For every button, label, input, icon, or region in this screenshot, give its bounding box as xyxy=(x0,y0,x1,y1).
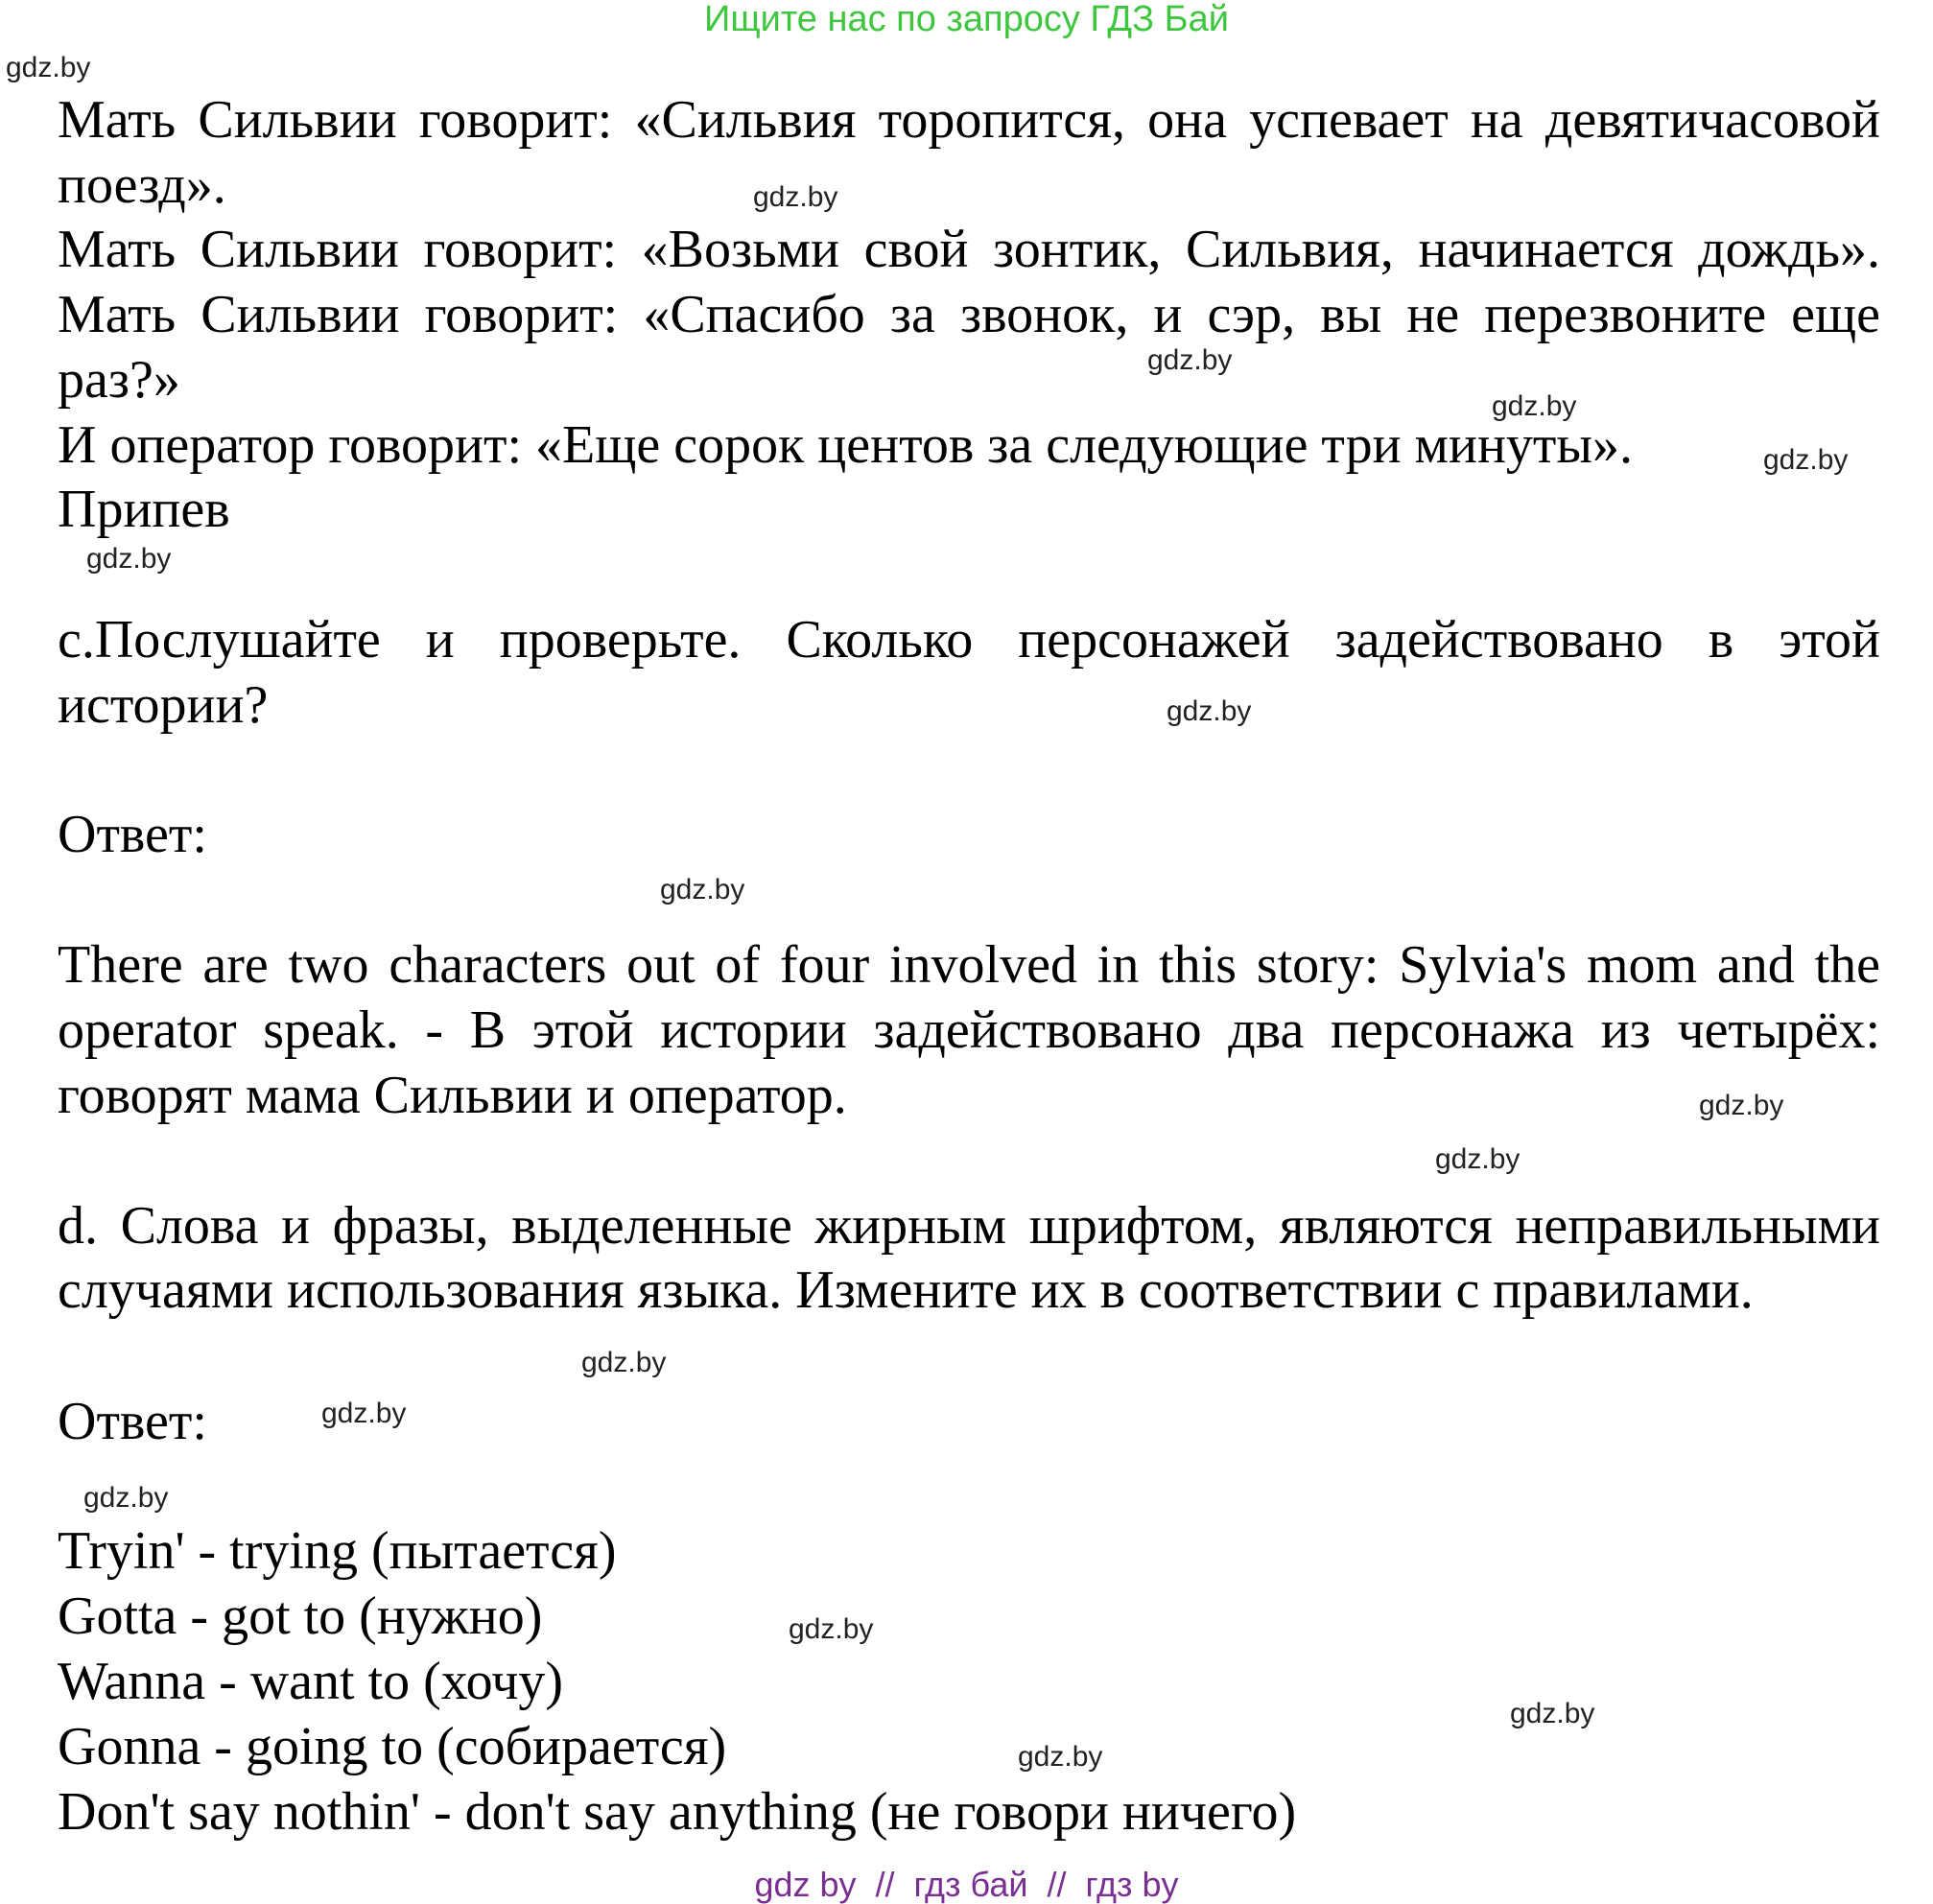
watermark: gdz.by xyxy=(86,543,172,575)
watermark: gdz.by xyxy=(1510,1698,1595,1729)
footer-links[interactable]: gdz by // гдз бай // гдз by xyxy=(754,1865,1179,1904)
text-line: Припев xyxy=(58,480,230,539)
watermark: gdz.by xyxy=(660,874,745,905)
watermark: gdz.by xyxy=(1492,390,1577,422)
answer-label: Ответ: xyxy=(58,805,207,864)
answer-text: говорят мама Сильвии и оператор. xyxy=(58,1066,847,1125)
watermark: gdz.by xyxy=(1167,695,1252,727)
answer-label: Ответ: xyxy=(58,1392,207,1451)
question-d: d. Слова и фразы, выделенные жирным шрифтом, являются неправильными xyxy=(58,1196,1880,1256)
watermark: gdz.by xyxy=(581,1347,667,1378)
question-c: c.Послушайте и проверьте. Сколько персонажей задействовано в этой xyxy=(58,610,1880,670)
text-line: Мать Сильвии говорит: «Возьми свой зонтик, Сильвия, начинается дождь». xyxy=(58,220,1880,279)
text-line: Мать Сильвии говорит: «Сильвия торопится, она успевает на девятичасовой xyxy=(58,90,1880,150)
text-line: Мать Сильвии говорит: «Спасибо за звонок, и сэр, вы не перезвоните еще xyxy=(58,285,1880,344)
watermark: gdz.by xyxy=(321,1398,407,1429)
watermark: gdz.by xyxy=(1435,1143,1520,1175)
watermark: gdz.by xyxy=(1147,344,1233,376)
text-line: поезд». xyxy=(58,155,226,215)
text-line: случаями использования языка. Измените их в соответствии с правилами. xyxy=(58,1260,1754,1320)
answer-item: Don't say nothin' - don't say anything (не говори ничего) xyxy=(58,1782,1297,1842)
answer-text: There are two characters out of four involved in this story: Sylvia's mom and the xyxy=(58,935,1880,995)
watermark: gdz.by xyxy=(1018,1741,1103,1773)
watermark: gdz.by xyxy=(1763,444,1849,476)
search-banner[interactable]: Ищите нас по запросу ГДЗ Бай xyxy=(704,0,1229,39)
answer-text: operator speak. - В этой истории задействовано два персонажа из четырёх: xyxy=(58,1000,1880,1060)
watermark: gdz.by xyxy=(753,181,838,213)
answer-item: Tryin' - trying (пытается) xyxy=(58,1521,617,1581)
answer-item: Gonna - going to (собирается) xyxy=(58,1717,727,1776)
text-line: раз?» xyxy=(58,350,180,410)
watermark: gdz.by xyxy=(83,1482,169,1514)
watermark: gdz.by xyxy=(6,52,91,83)
watermark: gdz.by xyxy=(789,1613,874,1645)
text-line: И оператор говорит: «Еще сорок центов за следующие три минуты». xyxy=(58,415,1634,475)
answer-item: Gotta - got to (нужно) xyxy=(58,1587,543,1646)
watermark: gdz.by xyxy=(1699,1090,1784,1121)
answer-item: Wanna - want to (хочу) xyxy=(58,1652,564,1711)
text-line: истории? xyxy=(58,675,269,735)
